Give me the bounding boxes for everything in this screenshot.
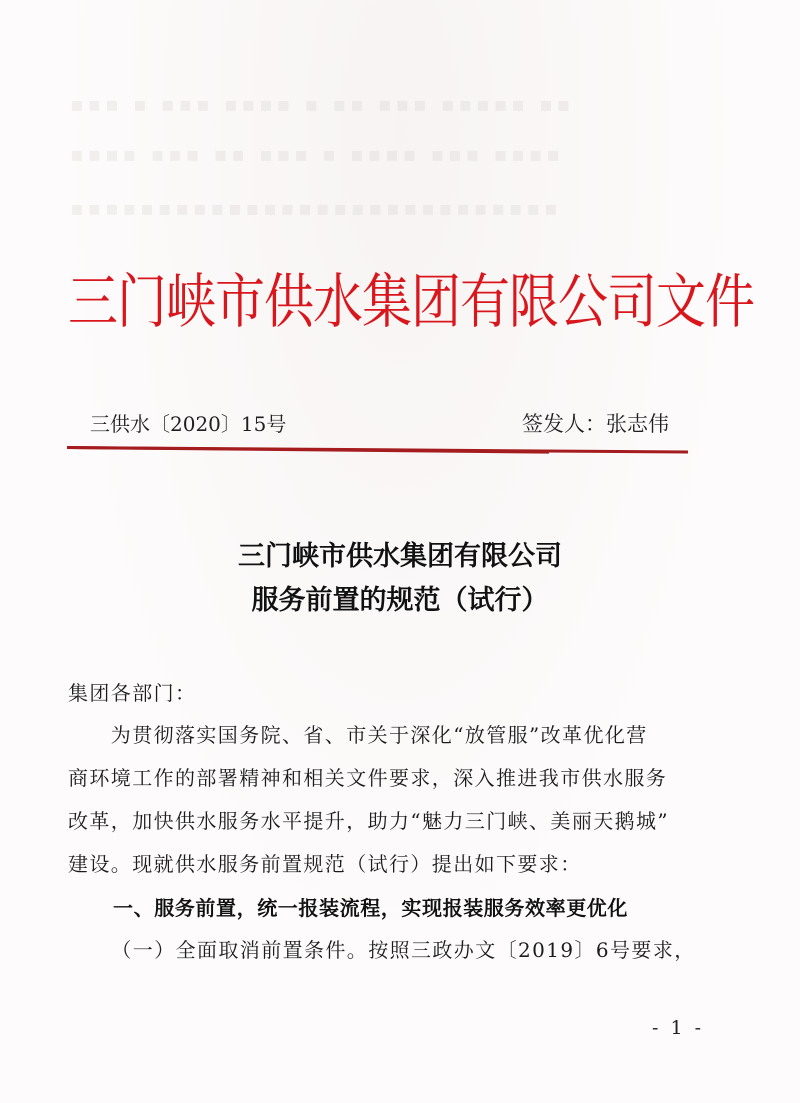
paragraph-line: 建设。现就供水服务前置规范（试行）提出如下要求： [68, 852, 582, 876]
notice-title-line2: 服务前置的规范（试行） [251, 585, 549, 616]
bleed-through-text: ▪▪▪▪ ▪▪▪ ▪▪ ▪▪▪ ▪ ▪▪▪▪ ▪▪▪ ▪▪▪▪ [70, 142, 564, 166]
bleed-through-text: ▪▪▪▪▪▪▪▪▪▪▪▪▪▪▪▪▪▪▪▪▪▪▪▪▪▪▪▪ [70, 196, 562, 220]
notice-title-line1: 三门峡市供水集团有限公司 [238, 541, 562, 572]
signer: 签发人：张志伟 [522, 412, 669, 436]
letterhead-title: 三门峡市供水集团有限公司文件 [68, 267, 754, 337]
page-number: - 1 - [652, 1017, 705, 1039]
paragraph-line: 为贯彻落实国务院、省、市关于深化“放管服”改革优化营 [68, 723, 648, 747]
paragraph-line: 改革，加快供水服务水平提升，助力“魅力三门峡、美丽天鹅城” [68, 809, 670, 833]
paragraph-line: 商环境工作的部署精神和相关文件要求，深入推进我市供水服务 [68, 766, 668, 790]
document-number: 三供水〔2020〕15号 [90, 412, 287, 436]
list-item: （一）全面取消前置条件。按照三政办文〔2019〕6号要求， [100, 938, 696, 962]
bleed-through-text: ▪▪▪ ▪ ▪▪▪ ▪▪▪▪ ▪ ▪▪ ▪▪▪ ▪▪▪▪▪ ▪▪ [70, 92, 575, 116]
salutation: 集团各部门： [68, 681, 197, 705]
section-heading: 一、服务前置，统一报装流程，实现报装服务效率更优化 [113, 896, 628, 920]
